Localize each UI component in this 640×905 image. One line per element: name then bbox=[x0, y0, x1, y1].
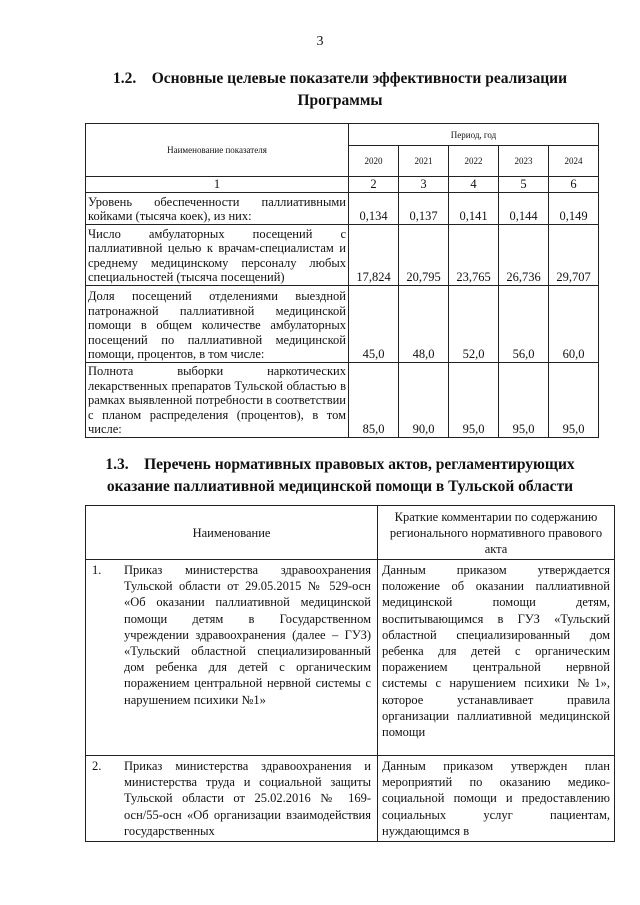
section-1-3-title-line1: 1.3. Перечень нормативных правовых актов, регламентирующих bbox=[105, 456, 575, 473]
indicator-name: Доля посещений отделениями выездной патронажной паллиативной медицинской помощи в общем количестве амбулаторных посещений по паллиативной медицинской помощи, процентов, в том числе: bbox=[86, 286, 349, 363]
table-row bbox=[86, 225, 599, 286]
page-number: 3 bbox=[316, 34, 324, 49]
year-header: 2024 bbox=[549, 146, 599, 177]
column-number: 5 bbox=[499, 177, 549, 193]
indicators-table bbox=[85, 123, 599, 438]
indicator-value: 85,0 bbox=[349, 363, 399, 438]
indicator-value: 26,736 bbox=[499, 225, 549, 286]
legal-acts-table bbox=[85, 505, 615, 842]
legal-act-name: Приказ министерства здравоохранения и министерства труда и социальной защиты Тульской области от 25.02.2016 № 169-осн/55-осн «Об организации взаимодействия государственных bbox=[124, 759, 371, 838]
indicator-value: 48,0 bbox=[399, 286, 449, 363]
indicator-value: 56,0 bbox=[499, 286, 549, 363]
indicator-name: Полнота выборки наркотических лекарственных препаратов Тульской областью в рамках выявленной потребности в соответствии с планом распределения (процентов), в том числе: bbox=[86, 363, 349, 438]
table-row bbox=[86, 286, 599, 363]
indicator-name-header: Наименование показателя bbox=[86, 124, 349, 177]
section-1-2-heading bbox=[60, 68, 620, 112]
indicator-value: 45,0 bbox=[349, 286, 399, 363]
indicator-name: Уровень обеспеченности паллиативными койками (тысяча коек), из них: bbox=[86, 193, 349, 225]
table-row bbox=[86, 193, 599, 225]
indicator-value: 0,134 bbox=[349, 193, 399, 225]
period-header: Период, год bbox=[349, 124, 599, 146]
section-1-3-heading bbox=[60, 454, 620, 498]
indicator-name: Число амбулаторных посещений с паллиативной целью к врачам-специалистам и среднему медицинскому персоналу любых специальностей (тысяча посещений) bbox=[86, 225, 349, 286]
indicator-value: 20,795 bbox=[399, 225, 449, 286]
row-number: 1. bbox=[92, 563, 102, 577]
section-1-2-title-line1: 1.2. Основные целевые показатели эффективности реализации bbox=[113, 70, 567, 87]
indicator-value: 0,141 bbox=[449, 193, 499, 225]
indicator-value: 0,137 bbox=[399, 193, 449, 225]
legal-act-name: Приказ министерства здравоохранения Тульской области от 29.05.2015 № 529-осн «Об оказании паллиативной медицинской помощи детям в Государственном учреждении здравоохранения (далее – ГУЗ) «Тульский областной специализированный дом ребенка для детей с органическим поражением центральной нервной системы с нарушением психики №1» bbox=[124, 563, 371, 707]
year-header: 2022 bbox=[449, 146, 499, 177]
column-number: 1 bbox=[86, 177, 349, 193]
indicator-value: 95,0 bbox=[549, 363, 599, 438]
section-1-2-title-line2: Программы bbox=[297, 92, 383, 109]
year-header: 2023 bbox=[499, 146, 549, 177]
indicator-value: 29,707 bbox=[549, 225, 599, 286]
legal-act-cell bbox=[86, 560, 378, 756]
row-number: 2. bbox=[92, 759, 102, 773]
indicator-value: 95,0 bbox=[499, 363, 549, 438]
year-header: 2021 bbox=[399, 146, 449, 177]
year-header: 2020 bbox=[349, 146, 399, 177]
comment-header: Краткие комментарии по содержанию регионального нормативного правового акта bbox=[378, 506, 615, 560]
column-number: 2 bbox=[349, 177, 399, 193]
column-number: 4 bbox=[449, 177, 499, 193]
indicator-value: 52,0 bbox=[449, 286, 499, 363]
section-1-3-title-line2: оказание паллиативной медицинской помощи в Тульской области bbox=[106, 478, 574, 495]
column-number: 6 bbox=[549, 177, 599, 193]
column-number: 3 bbox=[399, 177, 449, 193]
indicator-value: 17,824 bbox=[349, 225, 399, 286]
legal-act-comment: Данным приказом утверждается положение об оказании паллиативной медицинской помощи детям, воспитывающимся в ГУЗ «Тульский областной специализированный дом ребенка для детей с органическим поражением центральной нервной системы с нарушением психики №1», которое устанавливает правила организации паллиативной медицинской помощи bbox=[378, 560, 615, 756]
indicator-value: 60,0 bbox=[549, 286, 599, 363]
indicator-value: 23,765 bbox=[449, 225, 499, 286]
table-row bbox=[86, 560, 615, 756]
indicator-value: 95,0 bbox=[449, 363, 499, 438]
column-numbering-row bbox=[86, 177, 599, 193]
indicator-value: 90,0 bbox=[399, 363, 449, 438]
legal-act-cell bbox=[86, 756, 378, 842]
name-header: Наименование bbox=[86, 506, 378, 560]
table-row bbox=[86, 363, 599, 438]
indicator-value: 0,144 bbox=[499, 193, 549, 225]
indicator-value: 0,149 bbox=[549, 193, 599, 225]
legal-act-comment: Данным приказом утвержден план мероприятий по оказанию медико-социальной помощи и предоставлению социальных услуг пациентам, нуждающимся в bbox=[378, 756, 615, 842]
table-row bbox=[86, 756, 615, 842]
